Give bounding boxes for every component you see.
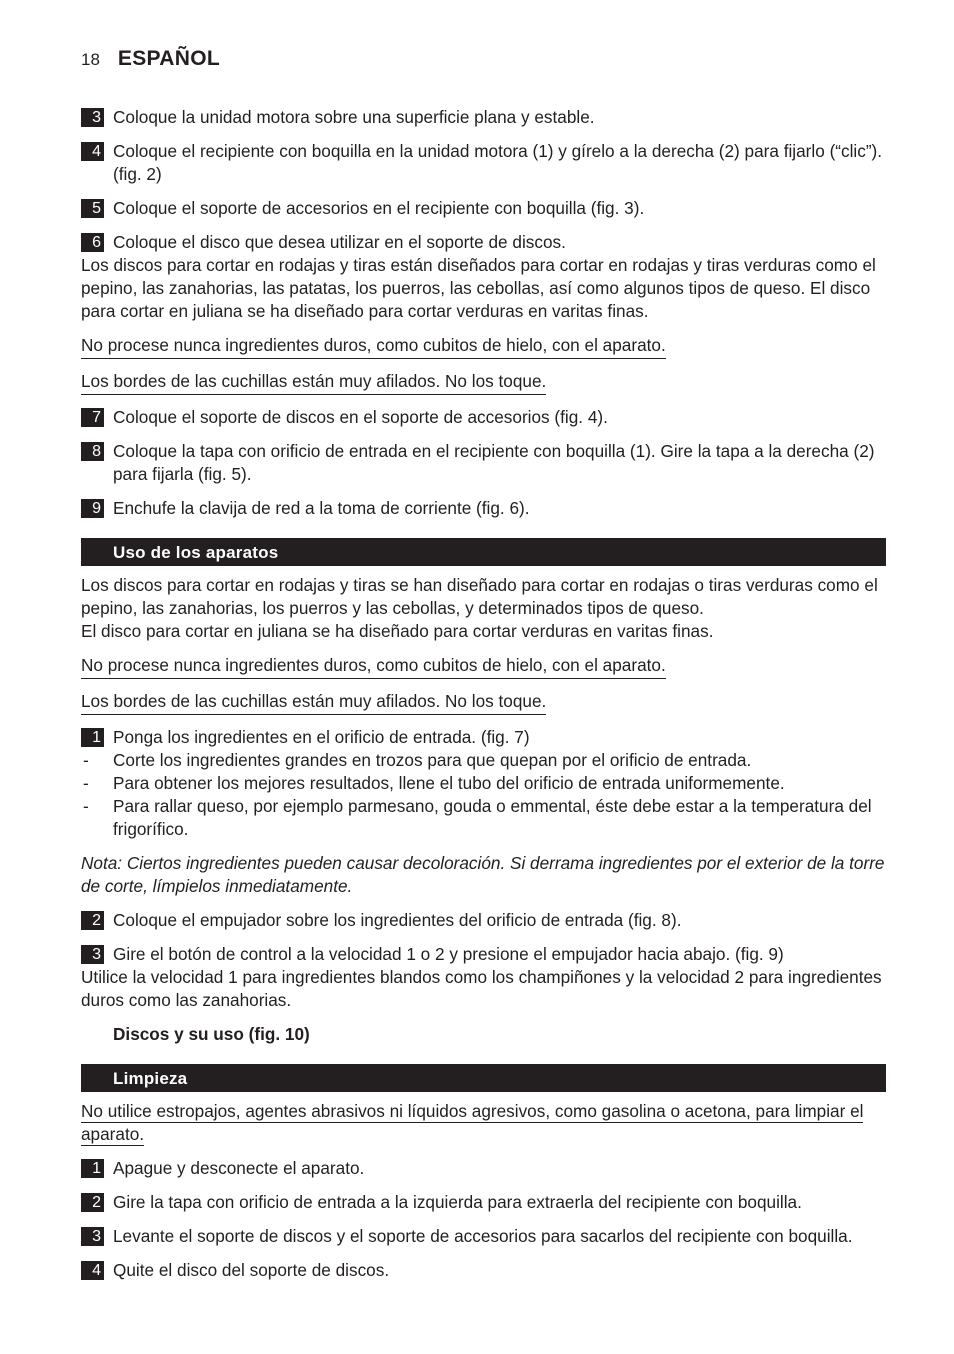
step-text: Gire la tapa con orificio de entrada a la izquierda para extraerla del recipiente con boquilla. [113, 1192, 802, 1212]
use-description-2: El disco para cortar en juliana se ha diseñado para cortar verduras en varitas finas. [81, 621, 714, 641]
discs-description: Los discos para cortar en rodajas y tiras están diseñados para cortar en rodajas y tiras verduras como el pepino, las zanahorias, las patatas, los puerros, las cebollas, así como algunos tipos de queso. El disco para cortar en juliana se ha diseñado para cortar verduras en varitas finas. [81, 255, 876, 321]
use-step-2 [81, 909, 886, 932]
step-number: 8 [81, 442, 104, 461]
warning-sharp-blades: Los bordes de las cuchillas están muy afilados. No los toque. [81, 370, 886, 395]
tip-item: - Para rallar queso, por ejemplo parmesano, gouda o emmental, éste debe estar a la temperatura del frigorífico. [83, 796, 872, 839]
speed-description: Utilice la velocidad 1 para ingredientes blandos como los champiñones y la velocidad 2 para ingredientes duros como las zanahorias. [81, 967, 882, 1010]
use-step-3 [81, 943, 886, 966]
note-discoloration: Nota: Ciertos ingredientes pueden causar decoloración. Si derrama ingredientes por el exterior de la torre de corte, límpielos inmediatamente. [81, 853, 885, 896]
step-text: Ponga los ingredientes en el orificio de entrada. (fig. 7) [113, 727, 530, 747]
step-4 [81, 140, 886, 186]
warning-hard-ingredients-2: No procese nunca ingredientes duros, como cubitos de hielo, con el aparato. [81, 654, 886, 679]
step-text: Enchufe la clavija de red a la toma de corriente (fig. 6). [113, 498, 530, 518]
step-number: 6 [81, 233, 104, 252]
use-step-1 [81, 726, 886, 749]
clean-step-1 [81, 1157, 886, 1180]
step-7 [81, 406, 886, 429]
page-number: 18 [81, 50, 100, 69]
warning-abrasives: No utilice estropajos, agentes abrasivos ni líquidos agresivos, como gasolina o acetona, para limpiar el aparato. [81, 1101, 864, 1144]
content-column [81, 106, 886, 1293]
step-text: Coloque el disco que desea utilizar en el soporte de discos. [113, 232, 566, 252]
step-text: Apague y desconecte el aparato. [113, 1158, 365, 1178]
step-3 [81, 106, 886, 129]
step-text: Coloque la unidad motora sobre una superficie plana y estable. [113, 107, 595, 127]
step-text: Coloque el recipiente con boquilla en la unidad motora (1) y gírelo a la derecha (2) para fijarlo (“clic”). (fig. 2) [113, 141, 883, 184]
tip-item: - Para obtener los mejores resultados, llene el tubo del orificio de entrada uniformemente. [83, 773, 785, 793]
step-number: 1 [81, 1159, 104, 1178]
step-text: Gire el botón de control a la velocidad 1 o 2 y presione el empujador hacia abajo. (fig. 9) [113, 944, 784, 964]
step-8 [81, 440, 886, 486]
step-number: 4 [81, 142, 104, 161]
step-number: 2 [81, 911, 104, 930]
step-text: Quite el disco del soporte de discos. [113, 1260, 390, 1280]
step-6 [81, 231, 886, 254]
clean-step-2 [81, 1191, 886, 1214]
step-text: Coloque el soporte de accesorios en el recipiente con boquilla (fig. 3). [113, 198, 645, 218]
step-number: 9 [81, 499, 104, 518]
step-number: 3 [81, 108, 104, 127]
step-text: Coloque el soporte de discos en el soporte de accesorios (fig. 4). [113, 407, 608, 427]
subheading-discs: Discos y su uso (fig. 10) [113, 1024, 310, 1044]
use-description-1: Los discos para cortar en rodajas y tiras se han diseñado para cortar en rodajas o tiras verduras como el pepino, las zanahorias, los puerros y las cebollas, y determinados tipos de queso. [81, 575, 878, 618]
step-text: Coloque el empujador sobre los ingredientes del orificio de entrada (fig. 8). [113, 910, 682, 930]
section-heading-use: Uso de los aparatos [81, 538, 886, 566]
step-number: 7 [81, 408, 104, 427]
step-number: 1 [81, 728, 104, 747]
step-number: 3 [81, 945, 104, 964]
step-9 [81, 497, 886, 520]
warning-hard-ingredients: No procese nunca ingredientes duros, como cubitos de hielo, con el aparato. [81, 334, 886, 359]
tip-item: - Corte los ingredientes grandes en trozos para que quepan por el orificio de entrada. [83, 750, 752, 770]
step-text: Coloque la tapa con orificio de entrada en el recipiente con boquilla (1). Gire la tapa a la derecha (2) para fijarla (fig. 5). [113, 441, 875, 484]
warning-sharp-blades-2: Los bordes de las cuchillas están muy afilados. No los toque. [81, 690, 886, 715]
step-number: 2 [81, 1193, 104, 1212]
page-header [81, 47, 220, 71]
clean-step-3 [81, 1225, 886, 1248]
section-heading-cleaning: Limpieza [81, 1064, 886, 1092]
language-heading: ESPAÑOL [117, 47, 220, 70]
step-number: 3 [81, 1227, 104, 1246]
step-5 [81, 197, 886, 220]
clean-step-4 [81, 1259, 886, 1282]
step-number: 4 [81, 1261, 104, 1280]
step-number: 5 [81, 199, 104, 218]
step-text: Levante el soporte de discos y el soporte de accesorios para sacarlos del recipiente con boquilla. [113, 1226, 853, 1246]
